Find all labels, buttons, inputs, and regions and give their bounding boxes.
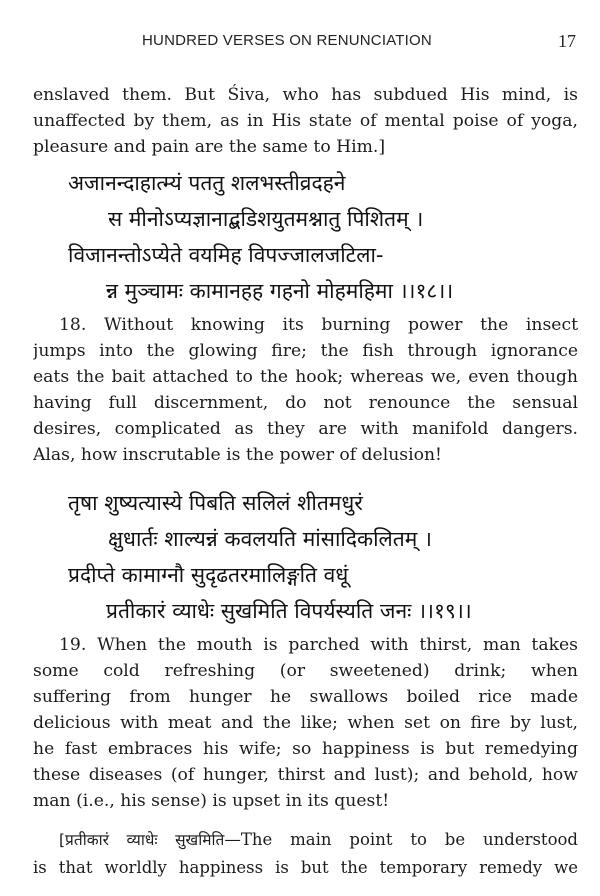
page-header — [0, 32, 600, 54]
translation-18-line: jumps into the glowing fire; the fish through ignorance — [33, 341, 578, 361]
translation-19 — [33, 632, 578, 814]
translation-19-line: he fast embraces his wife; so happiness is but remedying — [33, 739, 578, 759]
translation-18-line: desires, complicated as they are with manifold dangers. — [33, 419, 578, 439]
intro-line: unaffected by them, as in His state of mental poise of yoga, — [33, 111, 578, 131]
note-sanskrit-quote: [प्रतीकारं व्याधेः सुखमिति — [59, 831, 225, 849]
intro-line: pleasure and pain are the same to Him.] — [33, 137, 386, 157]
translation-19-line: some cold refreshing (or sweetened) drink; when — [33, 661, 578, 681]
commentary-note — [33, 826, 578, 881]
translation-18-line: having full discernment, do not renounce the sensual — [33, 393, 578, 413]
translation-18 — [33, 312, 578, 468]
translation-18-line: eats the bait attached to the hook; whereas we, even though — [33, 367, 578, 387]
translation-19-line: these diseases (of hunger, thirst and lust); and behold, how — [33, 765, 578, 785]
verse-19-line: तृषा शुष्यत्यास्ये पिबति सलिलं शीतमधुरं — [68, 491, 363, 515]
intro-line: enslaved them. But Śiva, who has subdued His mind, is — [33, 85, 578, 105]
translation-18-line: 18. Without knowing its burning power the insect — [59, 315, 578, 335]
note-line: is that worldly happiness is but the temporary remedy we — [33, 858, 578, 877]
verse-18-line: न्न मुञ्चामः कामानहह गहनो मोहमहिमा ।।१८।। — [106, 279, 454, 303]
page-number: 17 — [558, 31, 576, 51]
translation-18-line: Alas, how inscrutable is the power of delusion! — [33, 445, 442, 465]
note-line — [33, 826, 578, 854]
translation-19-line: delicious with meat and the like; when set on fire by lust, — [33, 713, 578, 733]
note-text: —The main point to be understood — [224, 830, 578, 849]
running-title: HUNDRED VERSES ON RENUNCIATION — [142, 32, 432, 49]
translation-19-line: 19. When the mouth is parched with thirst, man takes — [59, 635, 578, 655]
verse-19-line: प्रदीप्ते कामाग्नौ सुदृढतरमालिङ्गति वधूं — [68, 563, 349, 587]
intro-paragraph — [33, 82, 578, 160]
verse-18-line: अजानन्दाहात्म्यं पततु शलभस्तीव्रदहने — [68, 171, 346, 195]
verse-19-line: प्रतीकारं व्याधेः सुखमिति विपर्यस्यति जनः ।।१९।। — [106, 599, 472, 623]
verse-18-line: विजानन्तोऽप्येते वयमिह विपज्जालजटिला- — [68, 243, 384, 267]
translation-19-line: man (i.e., his sense) is upset in its quest! — [33, 791, 390, 811]
translation-19-line: suffering from hunger he swallows boiled rice made — [33, 687, 578, 707]
verse-18-line: स मीनोऽप्यज्ञानाद्बडिशयुतमश्नातु पिशितम् । — [108, 207, 424, 231]
verse-19-line: क्षुधार्तः शाल्यन्नं कवलयति मांसादिकलितम् । — [108, 527, 432, 551]
